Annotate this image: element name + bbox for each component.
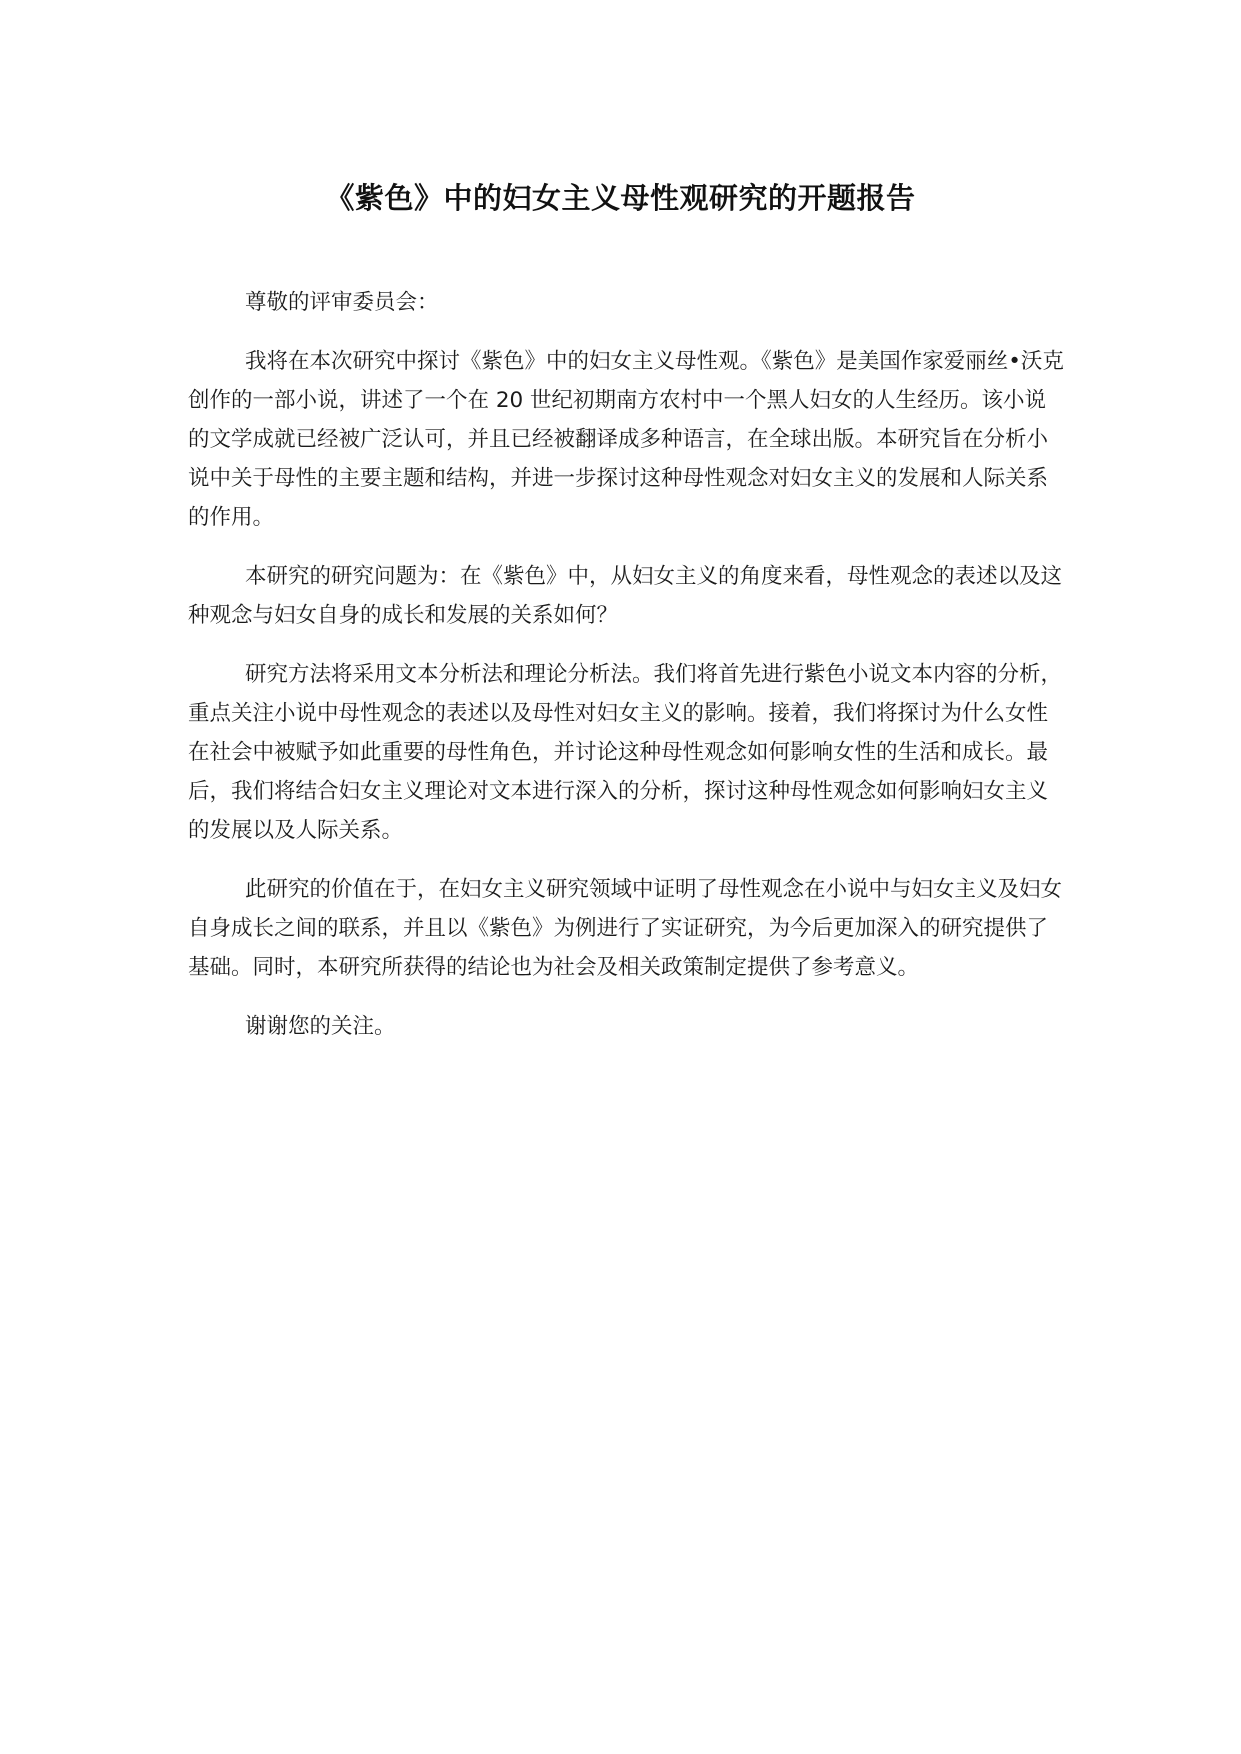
document-body [188,283,1064,1066]
paragraph-introduction: 我将在本次研究中探讨《紫色》中的妇女主义母性观。《紫色》是美国作家爱丽丝•沃克创作的一部小说，讲述了一个在 20 世纪初期南方农村中一个黑人妇女的人生经历。该小说的文学成就已经被广泛认可，并且已经被翻译成多种语言，在全球出版。本研究旨在分析小说中关于母性的主要主题和结构，并进一步探讨这种母性观念对妇女主义的发展和人际关系的作用。 [188,349,1064,530]
closing-line: 谢谢您的关注。 [245,1014,396,1039]
document-title: 《紫色》中的妇女主义母性观研究的开题报告 [325,181,916,215]
salutation: 尊敬的评审委员会： [245,290,439,315]
paragraph-research-question: 本研究的研究问题为：在《紫色》中，从妇女主义的角度来看，母性观念的表述以及这种观念与妇女自身的成长和发展的关系如何？ [188,564,1063,628]
paragraph-research-method: 研究方法将采用文本分析法和理论分析法。我们将首先进行紫色小说文本内容的分析，重点关注小说中母性观念的表述以及母性对妇女主义的影响。接着，我们将探讨为什么女性在社会中被赋予如此重要的母性角色，并讨论这种母性观念如何影响女性的生活和成长。最后，我们将结合妇女主义理论对文本进行深入的分析，探讨这种母性观念如何影响妇女主义的发展以及人际关系。 [188,662,1063,843]
paragraph-research-value: 此研究的价值在于，在妇女主义研究领域中证明了母性观念在小说中与妇女主义及妇女自身成长之间的联系，并且以《紫色》为例进行了实证研究，为今后更加深入的研究提供了基础。同时，本研究所获得的结论也为社会及相关政策制定提供了参考意义。 [188,877,1063,980]
